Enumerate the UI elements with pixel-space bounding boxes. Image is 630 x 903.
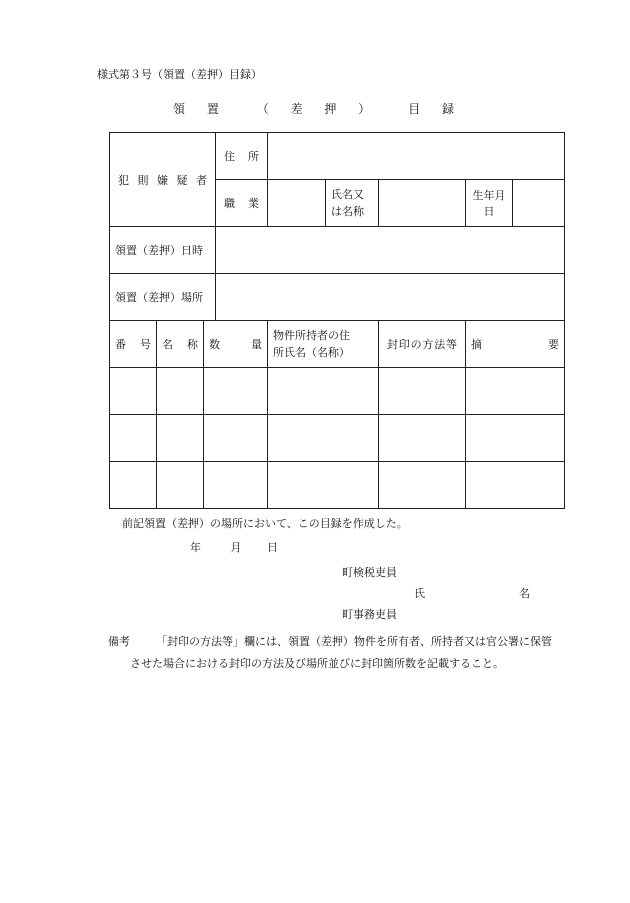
table-cell[interactable] [110, 415, 157, 462]
tax-official-title: 町検税吏員 [342, 566, 397, 579]
place-field[interactable] [216, 274, 565, 321]
datetime-field[interactable] [216, 227, 565, 274]
title-char: 録 [441, 102, 457, 116]
column-header-row [110, 321, 565, 368]
remarks-note [108, 631, 558, 675]
table-cell[interactable] [268, 415, 379, 462]
name-label-line1: 氏名又 [331, 188, 364, 201]
title-char: 押 [324, 102, 340, 116]
datetime-row [110, 227, 565, 274]
occupation-label: 職業 [216, 180, 268, 227]
date-month: 月 [230, 541, 242, 554]
table-cell[interactable] [379, 462, 466, 509]
datetime-label: 領置（差押）日時 [110, 227, 216, 274]
name-label [326, 180, 379, 227]
birthdate-field[interactable] [513, 180, 565, 227]
table-row [110, 368, 565, 415]
table-cell[interactable] [379, 415, 466, 462]
occupation-field[interactable] [268, 180, 326, 227]
address-label: 住所 [216, 133, 268, 180]
note-first-line [108, 631, 558, 653]
date-day: 日 [267, 541, 278, 554]
table-cell[interactable] [204, 462, 268, 509]
place-label: 領置（差押）場所 [110, 274, 216, 321]
date-year: 年 [190, 541, 201, 554]
birthdate-label: 生年月日 [466, 180, 513, 227]
table-cell[interactable] [110, 368, 157, 415]
inventory-form-table [109, 132, 565, 509]
name-label-line2: は名称 [331, 205, 364, 218]
table-cell[interactable] [466, 415, 565, 462]
note-label: 備考 [108, 635, 130, 648]
col-owner-line1: 物件所持者の住 [273, 329, 350, 342]
col-number-header: 番号 [110, 321, 157, 368]
signature-shi: 氏 [414, 587, 425, 600]
place-row [110, 274, 565, 321]
table-cell[interactable] [379, 368, 466, 415]
table-cell[interactable] [157, 415, 204, 462]
title-char: 置 [206, 102, 222, 116]
col-quantity-header: 数量 [204, 321, 268, 368]
col-owner-header [268, 321, 379, 368]
document-title [0, 100, 630, 117]
date-line [190, 539, 278, 555]
col-remarks-header: 摘要 [466, 321, 565, 368]
table-cell[interactable] [466, 368, 565, 415]
table-row [110, 462, 565, 509]
address-field[interactable] [268, 133, 565, 180]
table-cell[interactable] [204, 415, 268, 462]
table-cell[interactable] [466, 462, 565, 509]
title-char: 差 [290, 102, 306, 116]
table-cell[interactable] [157, 462, 204, 509]
signature-mei: 名 [519, 587, 530, 600]
table-cell[interactable] [268, 462, 379, 509]
title-char: 領 [173, 102, 189, 116]
col-seal-method-header: 封印の方法等 [379, 321, 466, 368]
clerk-official-title: 町事務吏員 [342, 608, 397, 621]
title-char: ） [358, 102, 374, 116]
col-owner-line2: 所氏名（名称） [273, 346, 350, 359]
form-number-label: 様式第３号（領置（差押）目録） [97, 68, 262, 81]
title-char: （ [256, 102, 272, 116]
note-line1: 「封印の方法等」欄には、領置（差押）物件を所有者、所持者又は官公署に保管 [156, 635, 552, 648]
table-cell[interactable] [110, 462, 157, 509]
note-line2: させた場合における封印の方法及び場所並びに封印箇所数を記載すること。 [130, 657, 504, 670]
table-row [110, 415, 565, 462]
title-char: 目 [408, 102, 424, 116]
address-row [110, 133, 565, 180]
name-field[interactable] [379, 180, 466, 227]
col-name-header: 名称 [157, 321, 204, 368]
statement-text: 前記領置（差押）の場所において、この目録を作成した。 [122, 517, 408, 530]
table-cell[interactable] [157, 368, 204, 415]
table-cell[interactable] [204, 368, 268, 415]
table-cell[interactable] [268, 368, 379, 415]
suspect-label: 犯則嫌疑者 [110, 133, 216, 227]
